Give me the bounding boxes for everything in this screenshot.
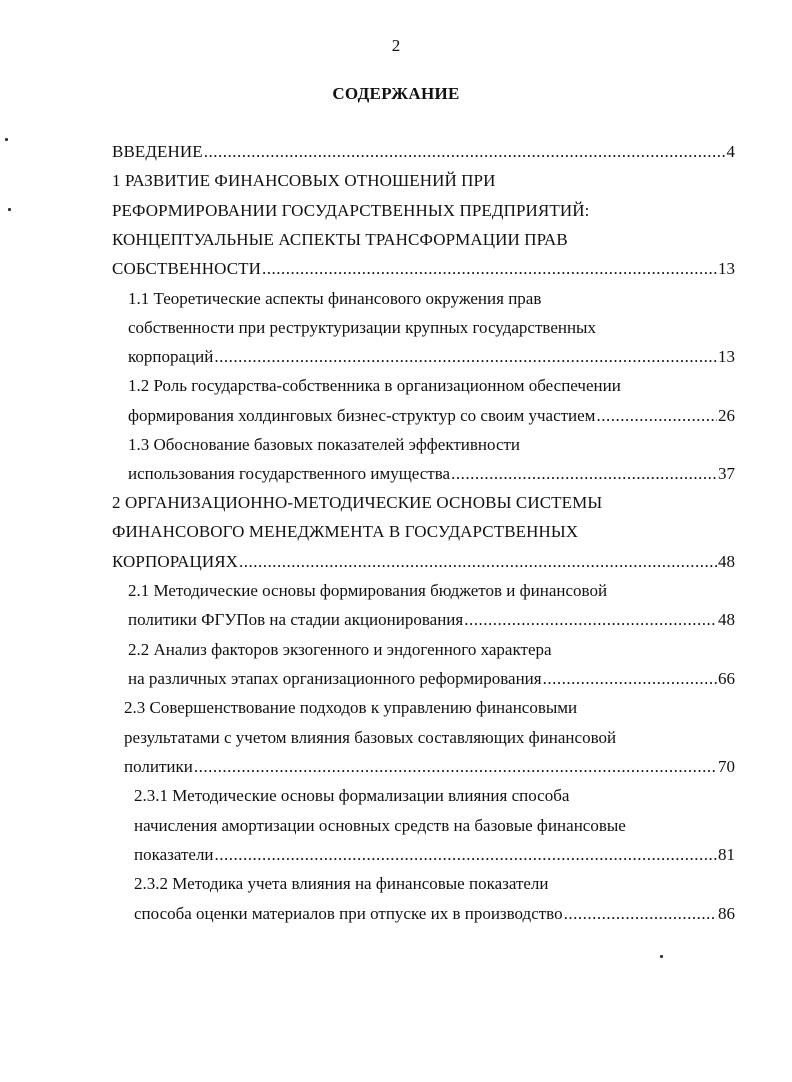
toc-entry-page: 13 [718, 259, 735, 278]
toc-entry-page: 66 [718, 669, 735, 688]
leader-dots [564, 903, 717, 925]
toc-chapter-2[interactable] [112, 551, 735, 573]
toc-section-1-3[interactable] [128, 463, 735, 485]
toc-section-1-2-line[interactable]: 1.2 Роль государства-собственника в организационном обеспечении [128, 376, 621, 395]
toc-section-2-1[interactable] [128, 609, 735, 631]
toc-entry-text: корпораций [128, 347, 214, 366]
toc-entry-text: КОРПОРАЦИЯХ [112, 552, 239, 571]
toc-chapter-1-line[interactable]: РЕФОРМИРОВАНИИ ГОСУДАРСТВЕННЫХ ПРЕДПРИЯТИЙ: [112, 201, 590, 220]
leader-dots [596, 405, 717, 427]
toc-chapter-1-line[interactable]: 1 РАЗВИТИЕ ФИНАНСОВЫХ ОТНОШЕНИЙ ПРИ [112, 171, 496, 190]
toc-entry-text: политики [124, 757, 193, 776]
toc-section-1-2[interactable] [128, 405, 735, 427]
toc-entry-page: 4 [726, 142, 735, 161]
toc-subsection-2-3-1-line[interactable]: 2.3.1 Методические основы формализации влияния способа [134, 786, 570, 805]
toc-entry-text: ВВЕДЕНИЕ [112, 142, 203, 161]
leader-dots [262, 258, 717, 280]
toc-entry-page: 26 [718, 406, 735, 425]
toc-entry-page: 48 [718, 552, 735, 571]
toc-section-1-1-line[interactable]: 1.1 Теоретические аспекты финансового окружения прав [128, 289, 542, 308]
toc-subsection-2-3-1[interactable] [134, 844, 735, 866]
leader-dots [204, 141, 726, 163]
toc-entry-page: 86 [718, 904, 735, 923]
leader-dots [451, 463, 717, 485]
toc-entry-text: формирования холдинговых бизнес-структур со своим участием [128, 406, 596, 425]
leader-dots [194, 756, 717, 778]
leader-dots [214, 346, 717, 368]
toc-entry-text: способа оценки материалов при отпуске их в производство [134, 904, 563, 923]
toc-subsection-2-3-2[interactable] [134, 903, 735, 925]
leader-dots [239, 551, 717, 573]
toc-section-2-3[interactable] [124, 756, 735, 778]
toc-section-1-3-line[interactable]: 1.3 Обоснование базовых показателей эффективности [128, 435, 521, 454]
toc-entry-text: показатели [134, 845, 214, 864]
toc-subsection-2-3-1-line[interactable]: начисления амортизации основных средств на базовые финансовые [134, 816, 626, 835]
leader-dots [215, 844, 717, 866]
toc-entry-text: на различных этапах организационного реформирования [128, 669, 542, 688]
toc-entry-text: использования государственного имущества [128, 464, 451, 483]
toc-title: СОДЕРЖАНИЕ [332, 84, 460, 103]
toc-entry-text: СОБСТВЕННОСТИ [112, 259, 262, 278]
toc-chapter-1[interactable] [112, 258, 735, 280]
toc-chapter-2-line[interactable]: 2 ОРГАНИЗАЦИОННО-МЕТОДИЧЕСКИЕ ОСНОВЫ СИСТЕМЫ [112, 493, 603, 512]
toc-entry-page: 37 [718, 464, 735, 483]
toc-entry-page: 70 [718, 757, 735, 776]
toc-entry-page: 81 [718, 845, 735, 864]
toc-section-2-2-line[interactable]: 2.2 Анализ факторов экзогенного и эндогенного характера [128, 640, 552, 659]
toc-section-1-1[interactable] [128, 346, 735, 368]
toc-section-2-2[interactable] [128, 668, 735, 690]
toc-section-2-3-line[interactable]: результатами с учетом влияния базовых составляющих финансовой [124, 728, 617, 747]
toc-entry-page: 48 [718, 610, 735, 629]
toc-subsection-2-3-2-line[interactable]: 2.3.2 Методика учета влияния на финансовые показатели [134, 874, 549, 893]
toc-chapter-2-line[interactable]: ФИНАНСОВОГО МЕНЕДЖМЕНТА В ГОСУДАРСТВЕННЫХ [112, 522, 579, 541]
page-number: 2 [391, 36, 401, 55]
toc-entry-page: 13 [718, 347, 735, 366]
leader-dots [543, 668, 717, 690]
toc-entry-text: политики ФГУПов на стадии акционирования [128, 610, 464, 629]
toc-section-2-3-line[interactable]: 2.3 Совершенствование подходов к управлению финансовыми [124, 698, 578, 717]
toc-chapter-1-line[interactable]: КОНЦЕПТУАЛЬНЫЕ АСПЕКТЫ ТРАНСФОРМАЦИИ ПРАВ [112, 230, 568, 249]
toc-entry-introduction[interactable] [112, 141, 735, 163]
toc-section-2-1-line[interactable]: 2.1 Методические основы формирования бюджетов и финансовой [128, 581, 608, 600]
toc-section-1-1-line[interactable]: собственности при реструктуризации крупных государственных [128, 318, 596, 337]
leader-dots [464, 609, 717, 631]
